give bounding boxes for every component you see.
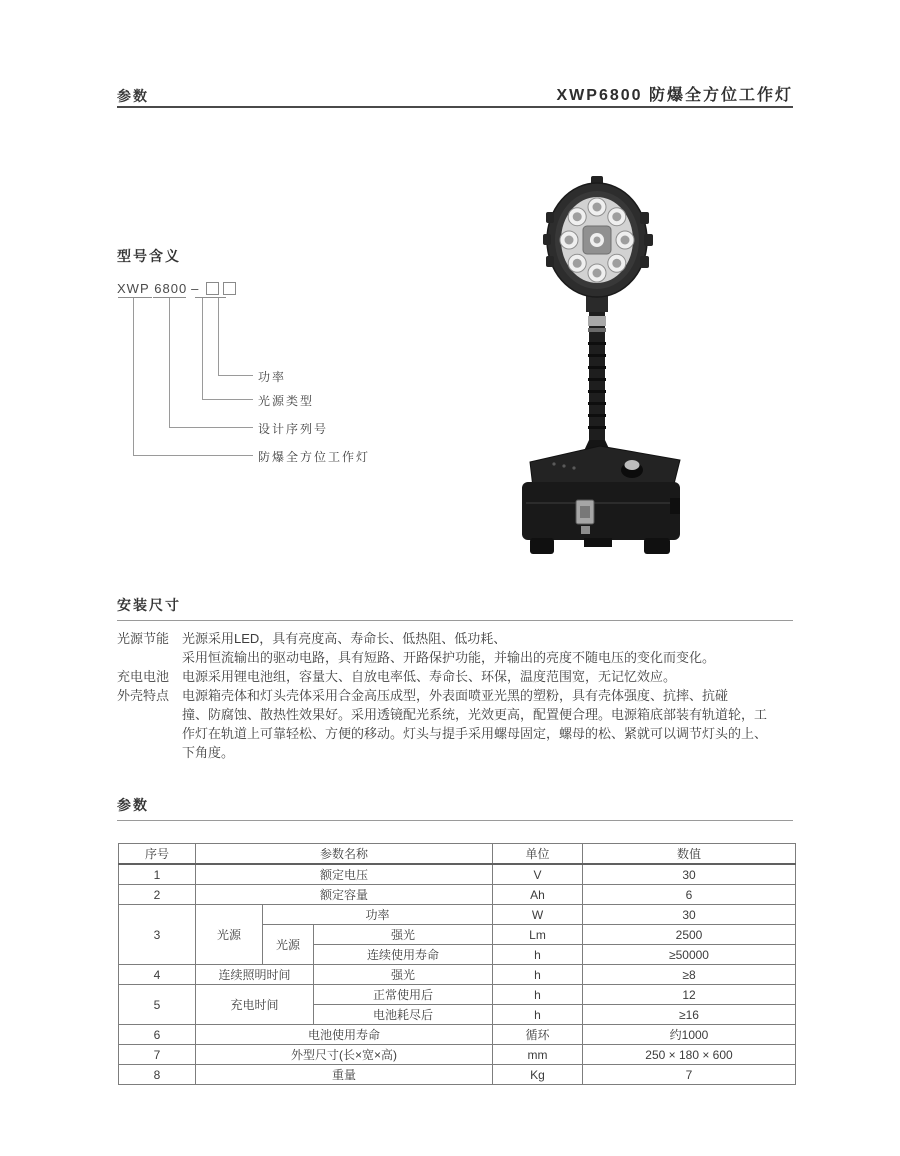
col-header-unit: 单位	[493, 844, 583, 865]
table-row	[119, 1065, 796, 1085]
col-header-name: 参数名称	[196, 844, 493, 865]
feature-item	[117, 629, 807, 667]
cell-value: 7	[583, 1065, 796, 1085]
cell-no: 6	[119, 1025, 196, 1045]
header-rule	[117, 106, 793, 108]
battery-base	[522, 446, 680, 554]
cell-unit: Kg	[493, 1065, 583, 1085]
model-code-row	[117, 281, 236, 296]
feature-text: 作灯在轨道上可靠轻松、方便的移动。灯头与提手采用螺母固定，螺母的松、紧就可以调节灯头的上、	[182, 726, 768, 741]
cell-name: 重量	[196, 1065, 493, 1085]
params-section-rule	[117, 820, 793, 821]
cell-value: 约1000	[583, 1025, 796, 1045]
model-section-title: 型号含义	[117, 248, 181, 264]
product-photo	[480, 150, 740, 570]
model-prefix: XWP	[117, 281, 150, 296]
page-header-left-title: 参数	[117, 88, 149, 104]
table-row	[119, 985, 796, 1005]
led-ring	[560, 198, 634, 282]
feature-label: 光源节能	[117, 631, 170, 646]
cell-unit: h	[493, 1005, 583, 1025]
table-row	[119, 1045, 796, 1065]
model-label-product-type: 防爆全方位工作灯	[258, 450, 371, 464]
cell-unit: Ah	[493, 885, 583, 905]
cell-no: 5	[119, 985, 196, 1025]
model-label-power: 功率	[258, 370, 287, 384]
col-header-value: 数值	[583, 844, 796, 865]
install-section-title: 安装尺寸	[117, 597, 181, 613]
diagram-line	[133, 298, 134, 455]
model-underline-prefix	[118, 297, 152, 298]
cell-value: 30	[583, 864, 796, 885]
feature-text: 电源采用锂电池组，容量大、自放电率低、寿命长、环保，温度范围宽，无记忆效应。	[182, 669, 677, 684]
diagram-line	[218, 375, 253, 376]
cell-unit: h	[493, 945, 583, 965]
params-section-title: 参数	[117, 797, 149, 813]
table-row	[119, 1025, 796, 1045]
cell-no: 7	[119, 1045, 196, 1065]
install-section-rule	[117, 620, 793, 621]
cell-group: 充电时间	[196, 985, 314, 1025]
cell-unit: W	[493, 905, 583, 925]
cell-no: 1	[119, 864, 196, 885]
diagram-line	[202, 298, 203, 399]
table-row	[119, 885, 796, 905]
model-series: 6800	[154, 281, 188, 296]
cell-no: 2	[119, 885, 196, 905]
cell-group: 连续照明时间	[196, 965, 314, 985]
feature-text: 撞、防腐蚀、散热性效果好。采用透镜配光系统，光效更高，配置便合理。电源箱底部装有轨道轮，工	[182, 707, 768, 722]
cell-unit: 循环	[493, 1025, 583, 1045]
diagram-line	[169, 427, 253, 428]
cell-unit: h	[493, 985, 583, 1005]
cell-no: 3	[119, 905, 196, 965]
table-row	[119, 905, 796, 925]
params-table	[118, 843, 796, 1085]
cell-group: 光源	[196, 905, 263, 965]
cell-name: 连续使用寿命	[314, 945, 493, 965]
cell-unit: mm	[493, 1045, 583, 1065]
cell-subgroup: 光源	[263, 925, 314, 965]
cell-value: 12	[583, 985, 796, 1005]
cell-name: 电池耗尽后	[314, 1005, 493, 1025]
diagram-line	[169, 298, 170, 427]
cell-unit: h	[493, 965, 583, 985]
diagram-line	[133, 455, 253, 456]
cell-name: 强光	[314, 965, 493, 985]
feature-text: 下角度。	[182, 745, 235, 760]
table-header-row	[119, 844, 796, 865]
cell-name: 外型尺寸(长×宽×高)	[196, 1045, 493, 1065]
cell-value: 2500	[583, 925, 796, 945]
feature-item	[117, 686, 807, 762]
table-row	[119, 864, 796, 885]
model-digit-box-2	[223, 282, 236, 295]
cell-no: 8	[119, 1065, 196, 1085]
feature-text: 电源箱壳体和灯头壳体采用合金高压成型，外表面喷亚光黑的塑粉，具有壳体强度、抗摔、抗碰	[182, 688, 729, 703]
model-dash: –	[191, 281, 200, 296]
cell-value: 30	[583, 905, 796, 925]
model-label-source-type: 光源类型	[258, 394, 315, 408]
cell-value: ≥8	[583, 965, 796, 985]
cell-name: 正常使用后	[314, 985, 493, 1005]
cell-unit: Lm	[493, 925, 583, 945]
feature-text: 光源采用LED，具有亮度高、寿命长、低热阻、低功耗、	[182, 631, 507, 646]
cell-value: 250 × 180 × 600	[583, 1045, 796, 1065]
model-digit-box-1	[206, 282, 219, 295]
feature-list	[117, 629, 807, 762]
feature-label: 充电电池	[117, 669, 170, 684]
diagram-line	[202, 399, 253, 400]
lamp-pole	[576, 296, 618, 468]
feature-item	[117, 667, 807, 686]
lamp-head	[543, 176, 653, 297]
cell-name: 额定电压	[196, 864, 493, 885]
col-header-no: 序号	[119, 844, 196, 865]
cell-value: ≥16	[583, 1005, 796, 1025]
diagram-line	[218, 298, 219, 375]
cell-no: 4	[119, 965, 196, 985]
cell-value: 6	[583, 885, 796, 905]
table-row	[119, 965, 796, 985]
feature-text: 采用恒流输出的驱动电路，具有短路、开路保护功能，并输出的亮度不随电压的变化而变化。	[182, 650, 716, 665]
cell-name: 功率	[263, 905, 493, 925]
cell-name: 额定容量	[196, 885, 493, 905]
cell-name: 强光	[314, 925, 493, 945]
page-header-product-title: XWP6800 防爆全方位工作灯	[556, 87, 793, 104]
feature-label: 外壳特点	[117, 688, 170, 703]
cell-unit: V	[493, 864, 583, 885]
model-label-design-series: 设计序列号	[258, 422, 329, 436]
cell-name: 电池使用寿命	[196, 1025, 493, 1045]
cell-value: ≥50000	[583, 945, 796, 965]
